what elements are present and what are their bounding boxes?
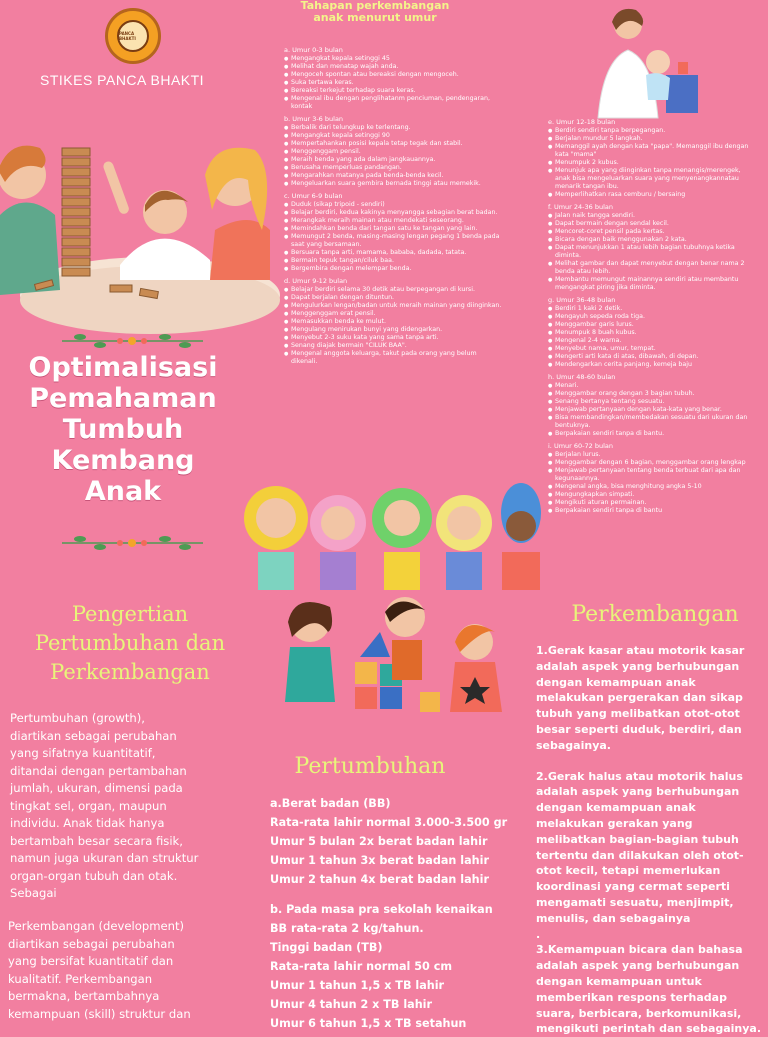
list-item: ● Melihat dan menatap wajah anda.: [284, 63, 504, 71]
doctor-baby-illustration: [588, 0, 708, 118]
list-item: ● Merangkak meraih mainan atau mendekati seseorang.: [284, 217, 504, 225]
pertumbuhan-heading: Pertumbuhan: [294, 754, 446, 779]
list-item: ● Bergembira dengan melempar benda.: [284, 265, 504, 273]
list-item: ● Bisa membandingkan/membedakan sesuatu dari ukuran dan bentuknya.: [548, 414, 754, 430]
school-logo: [105, 8, 161, 64]
title-decor-bottom: [60, 534, 205, 552]
list-item: ● Mengulang menirukan bunyi yang didengarkan.: [284, 326, 504, 334]
list-item: ● Mencoret-coret pensil pada kertas.: [548, 228, 754, 236]
list-item: ● Berjalan mundur 5 langkah.: [548, 135, 754, 143]
list-item: ● Mengeluarkan suara gembira bernada tinggi atau memekik.: [284, 180, 504, 188]
list-item: ● Memungut 2 benda, masing-masing lengan pegang 1 benda pada saat yang bersamaan.: [284, 233, 504, 249]
list-item: ● Memasukkan benda ke mulut.: [284, 318, 504, 326]
list-item: ● Berusaha memperluas pandangan.: [284, 164, 504, 172]
list-item: ● Bicara dengan baik menggunakan 2 kata.: [548, 236, 754, 244]
stages-right-column: [548, 118, 754, 515]
list-item: ● Mendengarkan cerita panjang, kemeja baju: [548, 361, 754, 369]
stage-block: c. Umur 6-9 bulan ● Duduk (sikap tripoid - sendiri) ● Belajar berdiri, kedua kakinya menyangga sebagian berat badan. ● Merangkak meraih mainan atau mendekati seseorang. ● Memindahkan benda dari tangan satu ke tangan yang lain. ● Memungut 2 benda, masing-masing lengan pegang 1 benda pada saat yang bersamaan. ● Bersuara tanpa arti, mamama, bababa, dadada, tatata. ● Bermain tepuk tangan/ciluk baa. ● Bergembira dengan melempar benda.: [284, 192, 504, 273]
list-item: ● Berpakaian sendiri tanpa di bantu.: [548, 430, 754, 438]
list-item: ● Memperlihatkan rasa cemburu / bersaing: [548, 191, 754, 199]
list-item: ● Menggenggam erat pensil.: [284, 310, 504, 318]
list-item: ● Menyebut nama, umur, tempat.: [548, 345, 754, 353]
list-item: ● Mengayuh sepeda roda tiga.: [548, 313, 754, 321]
stage-block: e. Umur 12-18 bulan ● Berdiri sendiri tanpa berpegangan. ● Berjalan mundur 5 langkah. ● Memanggil ayah dengan kata "papa". Memanggil ibu dengan kata "mama" ● Menumpuk 2 kubus. ● Menunjuk apa yang diinginkan tanpa menangis/merengek, anak bisa mengeluarkan suara yang menyenangkannatau menarik tangan ibu. ● Memperlihatkan rasa cemburu / bersaing: [548, 118, 754, 199]
list-item: ● Mengerti arti kata di atas, dibawah, di depan.: [548, 353, 754, 361]
list-item: ● Menggambar orang dengan 3 bagian tubuh.: [548, 390, 754, 398]
list-item: ● Bermain tepuk tangan/ciluk baa.: [284, 257, 504, 265]
list-item: ● Senang diajak bermain "CILUK BAA".: [284, 342, 504, 350]
pertumbuhan-weight: a.Berat badan (BB) Rata-rata lahir normal 3.000-3.500 gr Umur 5 bulan 2x berat badan lahir Umur 1 tahun 3x berat badan lahir Umur 2 tahun 4x berat badan lahir: [270, 797, 508, 886]
list-item: ● Belajar berdiri selama 30 detik atau berpegangan di kursi.: [284, 286, 504, 294]
list-item: ● Menggambar dengan 6 bagian, menggambar orang lengkap: [548, 459, 754, 467]
list-item: ● Senang bertanya tentang sesuatu.: [548, 398, 754, 406]
list-item: ● Mengenal angka, bisa menghitung angka 5-10: [548, 483, 754, 491]
list-item: ● Mempertahankan posisi kepala tetap tegak dan stabil.: [284, 140, 504, 148]
list-item: ● Bereaksi terkejut terhadap suara keras.: [284, 87, 504, 95]
pengertian-heading: Pengertian Pertumbuhan dan Perkembangan: [34, 602, 226, 684]
list-item: ● Menyebut 2-3 suku kata yang sama tanpa arti.: [284, 334, 504, 342]
stage-block: h. Umur 48-60 bulan ● Menari. ● Menggambar orang dengan 3 bagian tubuh. ● Senang bertanya tentang sesuatu. ● Menjawab pertanyaan dengan kata-kata yang benar. ● Bisa membandingkan/membedakan sesuatu dari ukuran dan bentuknya. ● Berpakaian sendiri tanpa di bantu.: [548, 373, 754, 438]
school-name: STIKES PANCA BHAKTI: [40, 72, 205, 88]
list-item: ● Mengarahkan matanya pada benda-benda kecil.: [284, 172, 504, 180]
flower-kids-illustration: [236, 478, 546, 594]
list-item: ● Belajar berdiri, kedua kakinya menyangga sebagian berat badan.: [284, 209, 504, 217]
perkembangan-heading: Perkembangan: [571, 602, 739, 627]
list-item: ● Mengenal anggota keluarga, takut pada orang yang belum dikenali.: [284, 350, 504, 366]
list-item: ● Melihat gambar dan dapat menyebut dengan benar nama 2 benda atau lebih.: [548, 260, 754, 276]
list-item: ● Dapat bermain dengan sendal kecil.: [548, 220, 754, 228]
stage-block: g. Umur 36-48 bulan ● Berdiri 1 kaki 2 detik. ● Mengayuh sepeda roda tiga. ● Menggambar garis lurus. ● Menumpuk 8 buah kubus. ● Mengenal 2-4 warna. ● Menyebut nama, umur, tempat. ● Mengerti arti kata di atas, dibawah, di depan. ● Mendengarkan cerita panjang, kemeja baju: [548, 296, 754, 369]
list-item: ● Berdiri 1 kaki 2 detik.: [548, 305, 754, 313]
list-item: ● Menggambar garis lurus.: [548, 321, 754, 329]
list-item: ● Dapat menunjukkan 1 atau lebih bagian tubuhnya ketika diminta.: [548, 244, 754, 260]
list-item: ● Memanggil ayah dengan kata "papa". Memanggil ibu dengan kata "mama": [548, 143, 754, 159]
stage-block: b. Umur 3-6 bulan ● Berbalik dari telungkup ke terlentang. ● Mengangkat kepala setinggi 90 ● Mempertahankan posisi kepala tetap tegak dan stabil. ● Menggenggam pensil. ● Meraih benda yang ada dalam jangkauannya. ● Berusaha memperluas pandangan. ● Mengarahkan matanya pada benda-benda kecil. ● Mengeluarkan suara gembira bernada tinggi atau memekik.: [284, 115, 504, 188]
family-jenga-illustration: [0, 120, 270, 330]
list-item: ● Mengoceh spontan atau bereaksi dengan mengoceh.: [284, 71, 504, 79]
list-item: ● Berdiri sendiri tanpa berpegangan.: [548, 127, 754, 135]
list-item: ● Mengenal ibu dengan penglihatanm penciuman, pendengaran, kontak: [284, 95, 504, 111]
list-item: ● Menari.: [548, 382, 754, 390]
list-item: ● Menjawab pertanyaan tentang benda terbuat dari apa dan kegunaannya.: [548, 467, 754, 483]
poster-title: Optimalisasi Pemahaman Tumbuh Kembang Anak: [28, 352, 218, 507]
stage-block: i. Umur 60-72 bulan ● Berjalan lurus. ● Menggambar dengan 6 bagian, menggambar orang lengkap ● Menjawab pertanyaan tentang benda terbuat dari apa dan kegunaannya. ● Mengenal angka, bisa menghitung angka 5-10 ● Mengungkapkan simpati. ● Mengikuti aturan permainan. ● Berpakaian sendiri tanpa di bantu: [548, 442, 754, 515]
logo-emblem: [117, 20, 149, 52]
list-item: ● Menjawab pertanyaan dengan kata-kata yang benar.: [548, 406, 754, 414]
pertumbuhan-height: b. Pada masa pra sekolah kenaikan BB rata-rata 2 kg/tahun. Tinggi badan (TB) Rata-rata lahir normal 50 cm Umur 1 tahun 1,5 x TB lahir Umur 4 tahun 2 x TB lahir Umur 6 tahun 1,5 x TB setahun: [270, 903, 493, 1030]
stages-left-column: [284, 46, 504, 366]
stage-block: a. Umur 0-3 bulan ● Mengangkat kepala setinggi 45 ● Melihat dan menatap wajah anda. ● Mengoceh spontan atau bereaksi dengan mengoceh. ● Suka tertawa keras. ● Bereaksi terkejut terhadap suara keras. ● Mengenal ibu dengan penglihatanm penciuman, pendengaran, kontak: [284, 46, 504, 111]
list-item: ● Menunjuk apa yang diinginkan tanpa menangis/merengek, anak bisa mengeluarkan suara yang menyenangkannatau menarik tangan ibu.: [548, 167, 754, 191]
list-item: ● Suka tertawa keras.: [284, 79, 504, 87]
title-decor-top: [60, 332, 205, 350]
list-item: ● Membantu memungut mainannya sendiri atau membantu mengangkat piring jika diminta.: [548, 276, 754, 292]
list-item: ● Mengangkat kepala setinggi 90: [284, 132, 504, 140]
list-item: ● Menumpuk 2 kubus.: [548, 159, 754, 167]
list-item: ● Mengenal 2-4 warna.: [548, 337, 754, 345]
list-item: ● Menggenggam pensil.: [284, 148, 504, 156]
list-item: ● Mengikuti aturan permainan.: [548, 499, 754, 507]
stage-block: d. Umur 9-12 bulan ● Belajar berdiri selama 30 detik atau berpegangan di kursi. ● Dapat berjalan dengan dituntun. ● Mengulurkan lengan/badan untuk meraih mainan yang diinginkan. ● Menggenggam erat pensil. ● Memasukkan benda ke mulut. ● Mengulang menirukan bunyi yang didengarkan. ● Menyebut 2-3 suku kata yang sama tanpa arti. ● Senang diajak bermain "CILUK BAA". ● Mengenal anggota keluarga, takut pada orang yang belum dikenali.: [284, 277, 504, 366]
list-item: ● Duduk (sikap tripoid - sendiri): [284, 201, 504, 209]
kids-blocks-illustration: [280, 592, 515, 742]
list-item: ● Mengangkat kepala setinggi 45: [284, 55, 504, 63]
list-item: ● Jalan naik tangga sendiri.: [548, 212, 754, 220]
list-item: ● Memindahkan benda dari tangan satu ke tangan yang lain.: [284, 225, 504, 233]
list-item: ● Bersuara tanpa arti, mamama, bababa, dadada, tatata.: [284, 249, 504, 257]
list-item: ● Mengulurkan lengan/badan untuk meraih mainan yang diinginkan.: [284, 302, 504, 310]
development-definition: Perkembangan (development) diartikan sebagai perubahan yang bersifat kuantitatif dan kualitatif. Perkembangan bermakna, bertambahnya kemampuan (skill) struktur dan: [8, 919, 191, 1021]
growth-definition: Pertumbuhan (growth), diartikan sebagai perubahan yang sifatnya kuantitatif, ditandai dengan pertambahan jumlah, ukuran, dimensi pada tingkat sel, organ, maupun individu. Anak tidak hanya bertambah besar secara fisik, namun juga ukuran dan struktur organ-organ tubuh dan otak. Sebagai: [10, 711, 199, 900]
list-item: ● Berbalik dari telungkup ke terlentang.: [284, 124, 504, 132]
stage-block: f. Umur 24-36 bulan ● Jalan naik tangga sendiri. ● Dapat bermain dengan sendal kecil. ● Mencoret-coret pensil pada kertas. ● Bicara dengan baik menggunakan 2 kata. ● Dapat menunjukkan 1 atau lebih bagian tubuhnya ketika diminta. ● Melihat gambar dan dapat menyebut dengan benar nama 2 benda atau lebih. ● Membantu memungut mainannya sendiri atau membantu mengangkat piring jika diminta.: [548, 203, 754, 292]
logo-text: PANCA BHAKTI: [119, 31, 136, 41]
list-item: ● Dapat berjalan dengan dituntun.: [284, 294, 504, 302]
stages-title: Tahapan perkembangan anak menurut umur: [300, 0, 450, 24]
list-item: ● Menumpuk 8 buah kubus.: [548, 329, 754, 337]
list-item: ● Berpakaian sendiri tanpa di bantu: [548, 507, 754, 515]
list-item: ● Berjalan lurus.: [548, 451, 754, 459]
list-item: ● Meraih benda yang ada dalam jangkauannya.: [284, 156, 504, 164]
list-item: ● Mengungkapkan simpati.: [548, 491, 754, 499]
perkembangan-text: 1.Gerak kasar atau motorik kasar adalah aspek yang berhubungan dengan kemampuan anak melakukan pergerakan dan sikap tubuh yang melibatkan otot-otot besar seperti duduk, berdiri, dan sebagainya. 2.Gerak halus atau motorik halus adalah aspek yang berhubungan dengan kemampuan anak melakukan gerakan yang melibatkan bagian-bagian tubuh tertentu dan dilakukan oleh otot- otot kecil, tetapi memerlukan koordinasi yang cermat seperti mengamati sesuatu, menjimpit, menulis, dan sebagainya . 3.Kemampuan bicara dan bahasa adalah aspek yang berhubungan dengan kemampuan untuk memberikan respons terhadap suara, berbicara, berkomunikasi, mengikuti perintah dan sebagainya.: [536, 644, 762, 1036]
